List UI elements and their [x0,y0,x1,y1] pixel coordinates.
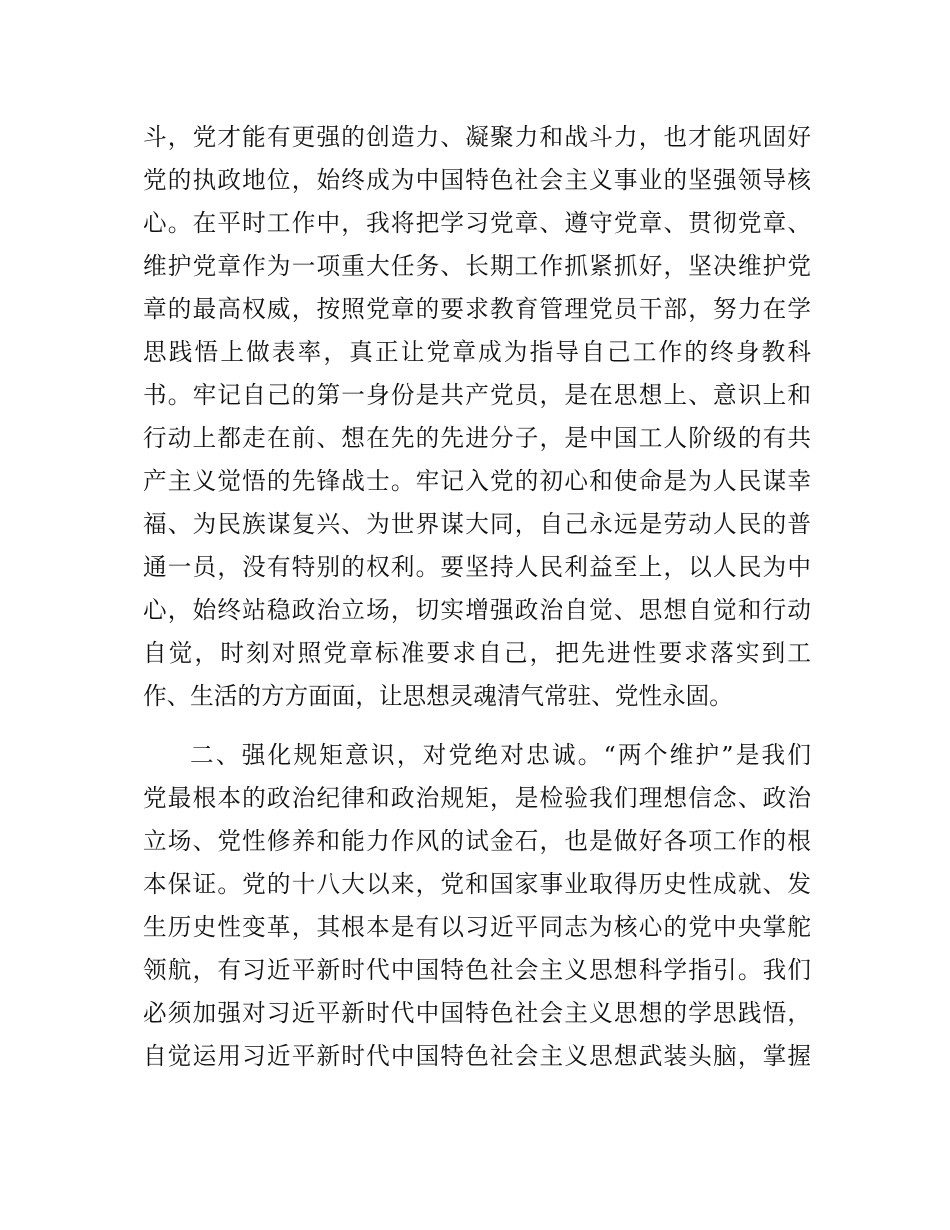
text-line: 书。牢记自己的第一身份是共产党员，是在思想上、意识上和 [143,381,811,409]
text-line: 党最根本的政治纪律和政治规矩，是检验我们理想信念、政治 [143,784,811,812]
text-line: 党的执政地位，始终成为中国特色社会主义事业的坚强领导核 [143,166,811,194]
text-line: 维护党章作为一项重大任务、长期工作抓紧抓好，坚决维护党 [143,252,811,280]
paragraph-gap [143,718,811,734]
paragraph-2 [143,734,811,1078]
text-line: 领航，有习近平新时代中国特色社会主义思想科学指引。我们 [143,956,811,984]
text-line: 二、强化规矩意识，对党绝对忠诚。“两个维护”是我们 [190,741,811,769]
text-line: 心，始终站稳政治立场，切实增强政治自觉、思想自觉和行动 [143,596,811,624]
text-line: 通一员，没有特别的权利。要坚持人民利益至上，以人民为中 [143,553,811,581]
text-line: 立场、党性修养和能力作风的试金石，也是做好各项工作的根 [143,827,811,855]
text-line: 心。在平时工作中，我将把学习党章、遵守党章、贯彻党章、 [143,209,811,237]
text-line: 章的最高权威，按照党章的要求教育管理党员干部，努力在学 [143,295,811,323]
text-line: 自觉运用习近平新时代中国特色社会主义思想武装头脑，掌握 [143,1042,811,1070]
text-line: 作、生活的方方面面，让思想灵魂清气常驻、党性永固。 [143,682,733,710]
text-line: 福、为民族谋复兴、为世界谋大同，自己永远是劳动人民的普 [143,510,811,538]
text-line: 本保证。党的十八大以来，党和国家事业取得历史性成就、发 [143,870,811,898]
text-line: 必须加强对习近平新时代中国特色社会主义思想的学思践悟， [143,999,811,1027]
text-line: 自觉，时刻对照党章标准要求自己，把先进性要求落实到工 [143,639,811,667]
text-line: 斗，党才能有更强的创造力、凝聚力和战斗力，也才能巩固好 [143,123,811,151]
text-line: 行动上都走在前、想在先的先进分子，是中国工人阶级的有共 [143,424,811,452]
text-line: 产主义觉悟的先锋战士。牢记入党的初心和使命是为人民谋幸 [143,467,811,495]
paragraph-1 [143,116,811,718]
document-body [143,116,811,1078]
text-line: 生历史性变革，其根本是有以习近平同志为核心的党中央掌舵 [143,913,811,941]
text-line: 思践悟上做表率，真正让党章成为指导自己工作的终身教科 [143,338,811,366]
